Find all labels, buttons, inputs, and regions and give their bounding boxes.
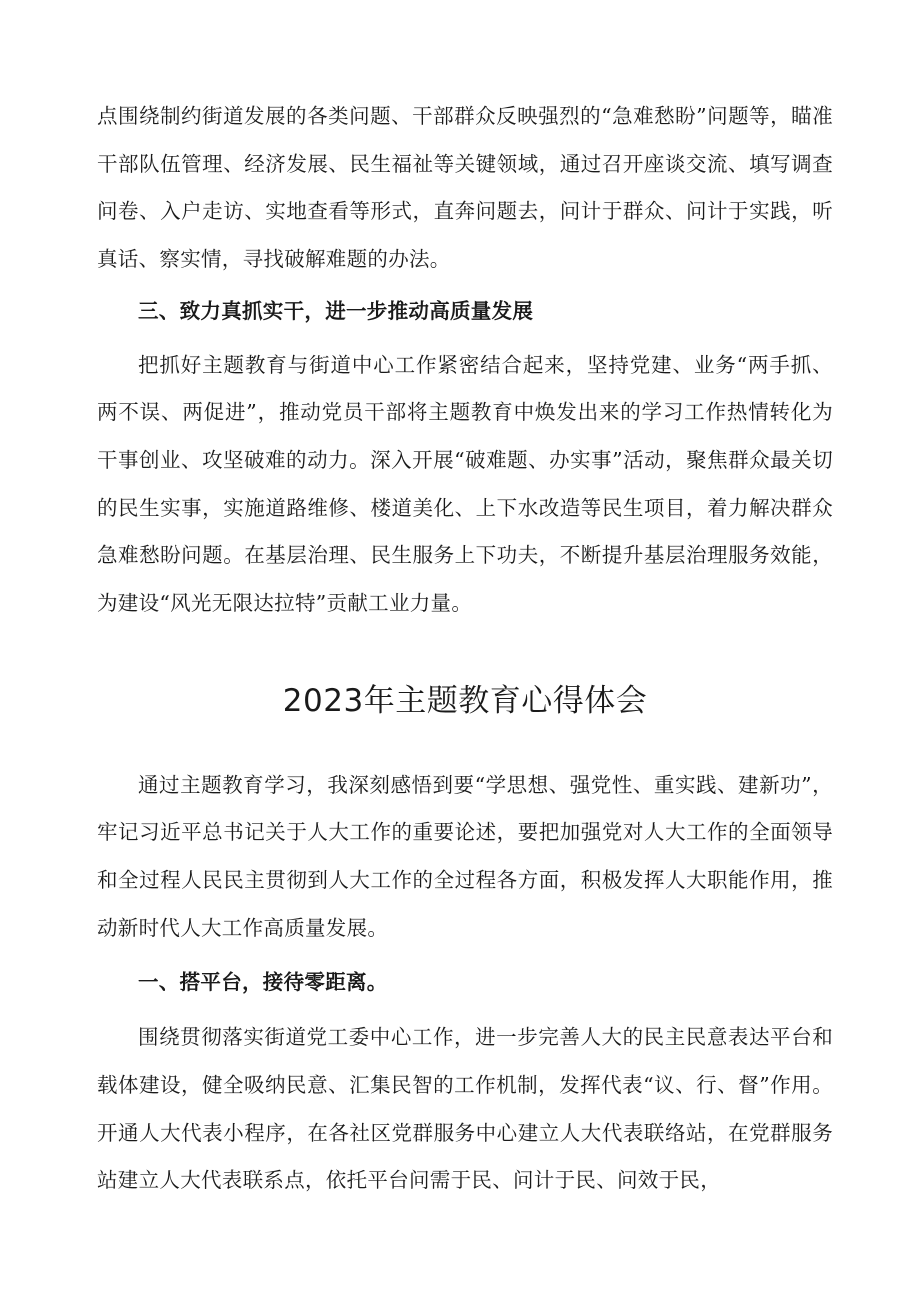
section-three-heading: 三、致力真抓实干，进一步推动高质量发展 [138, 298, 534, 323]
continuation-paragraph: 点围绕制约街道发展的各类问题、干部群众反映强烈的“急难愁盼”问题等，瞄准干部队伍管理、经济发展、民生福祉等关键领域，通过召开座谈交流、填写调查问卷、入户走访、实地查看等形式，直奔问题去，问计于群众、问计于实践，听真话、察实情，寻找破解难题的办法。 [97, 104, 833, 272]
section-three-body: 把抓好主题教育与街道中心工作紧密结合起来，坚持党建、业务“两手抓、两不误、两促进”，推动党员干部将主题教育中焕发出来的学习工作热情转化为干事创业、攻坚破难的动力。深入开展“破难题、办实事”活动，聚焦群众最关切的民生实事，实施道路维修、楼道美化、上下水改造等民生项目，着力解决群众急难愁盼问题。在基层治理、民生服务上下功夫，不断提升基层治理服务效能，为建设“风光无限达拉特”贡献工业力量。 [97, 352, 833, 616]
section-one-heading: 一、搭平台，接待零距离。 [138, 969, 388, 994]
document-title: 2023年主题教育心得体会 [282, 682, 648, 719]
intro-paragraph: 通过主题教育学习，我深刻感悟到要“学思想、强党性、重实践、建新功”，牢记习近平总书记关于人大工作的重要论述，要把加强党对人大工作的全面领导和全过程人民民主贯彻到人大工作的全过程各方面，积极发挥人大职能作用，推动新时代人大工作高质量发展。 [97, 772, 833, 940]
document-page [97, 93, 833, 1205]
title-block [97, 676, 833, 726]
section-one-body: 围绕贯彻落实街道党工委中心工作，进一步完善人大的民主民意表达平台和载体建设，健全吸纳民意、汇集民智的工作机制，发挥代表“议、行、督”作用。开通人大代表小程序，在各社区党群服务中心建立人大代表联络站，在党群服务站建立人大代表联系点，依托平台问需于民、问计于民、问效于民， [97, 1025, 833, 1193]
